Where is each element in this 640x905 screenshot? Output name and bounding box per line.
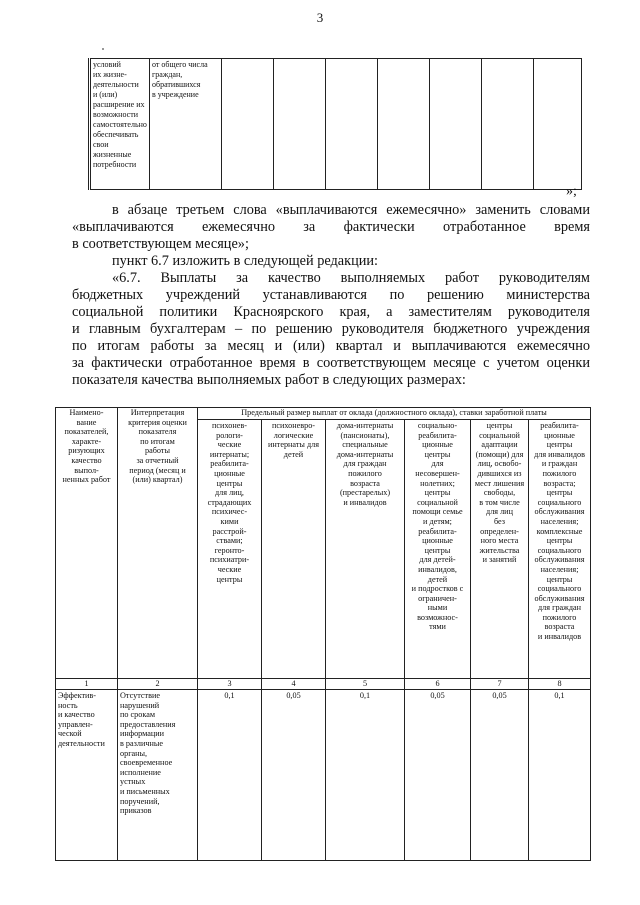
text-line: для инвалидов	[534, 449, 585, 459]
text-line: реабилита-	[210, 459, 249, 469]
column-number: 4	[262, 679, 326, 690]
row-value: 0,05	[262, 690, 326, 861]
text-line: помощи семье	[412, 507, 463, 517]
paragraph-amendment	[72, 202, 590, 253]
text-line: для граждан	[343, 459, 387, 469]
column-number: 2	[118, 679, 198, 690]
text-line: детей	[283, 449, 304, 459]
text-line: населения;	[540, 516, 579, 526]
text-line: жизненные	[93, 150, 132, 159]
text-line: показателя	[138, 427, 177, 437]
text-line: центры	[424, 488, 451, 498]
text-line: и подростков с	[411, 584, 464, 594]
text-line: ционные	[422, 536, 453, 546]
top-table-cell	[378, 59, 430, 190]
header-text	[473, 421, 526, 565]
text-line: управлен-	[58, 719, 93, 729]
text-line: вание	[76, 417, 97, 427]
text-line: от общего числа	[152, 60, 208, 69]
text-line: нарушений	[120, 700, 160, 710]
text-line: в различные	[120, 738, 163, 748]
text-line: характе-	[71, 436, 102, 446]
text-line: дома-интернаты	[336, 421, 394, 430]
top-table-col1	[90, 59, 150, 190]
row-indicator-name	[56, 690, 118, 861]
text-line: социального	[537, 584, 582, 594]
page-number: 3	[316, 10, 324, 25]
text-line: в абзаце третьем слова «выплачиваются ежемесячно» заменить словами	[112, 202, 590, 218]
text-line: социальной	[417, 497, 458, 507]
row-value: 0,1	[198, 690, 262, 861]
text-line: центры	[424, 449, 451, 459]
row-value: 0,1	[326, 690, 405, 861]
text-line: обслуживания	[534, 555, 585, 565]
text-line: ческие	[217, 440, 242, 450]
top-table-cell	[326, 59, 378, 190]
text-line: ческой	[58, 729, 82, 739]
text-line: для граждан	[538, 603, 582, 613]
text-line: бюджетных учреждений устанавливаются по решению министерства	[72, 287, 590, 303]
text-line: страдающих	[207, 497, 252, 507]
text-line: ного места	[480, 536, 519, 546]
header-text	[118, 408, 197, 485]
header-institution-type	[529, 420, 591, 679]
text-line: центры	[546, 536, 573, 546]
text-line: геронто-	[214, 545, 245, 555]
top-table-col1-text	[93, 60, 147, 170]
text-line: (престарелых)	[339, 488, 391, 498]
text-line: работы	[145, 446, 170, 456]
header-text	[264, 421, 323, 459]
column-number: 7	[471, 679, 529, 690]
text-line: центры	[216, 574, 243, 584]
text-line: для детей-	[419, 555, 456, 565]
text-line: устных	[120, 777, 146, 787]
paragraph-6-7	[72, 270, 590, 389]
text-line: по срокам	[120, 710, 156, 720]
text-line: центры	[546, 440, 573, 450]
text-line: жительства	[479, 545, 520, 555]
text-line: психонев-	[212, 421, 247, 430]
text-line: информации	[120, 729, 165, 739]
text-line: возможности	[93, 110, 138, 119]
header-criterion	[118, 408, 198, 679]
text-line: населения;	[540, 564, 579, 574]
text-line: за фактически отработанное время в соответствующем месяце с учетом оценки	[72, 355, 590, 371]
top-table-col2	[150, 59, 222, 190]
column-number: 6	[405, 679, 471, 690]
text-line: социально-	[417, 421, 458, 430]
text-line: ризующих	[68, 446, 105, 456]
header-institution-type	[471, 420, 529, 679]
text-line: возраста	[544, 622, 575, 632]
header-text	[200, 421, 259, 584]
header-indicator-name	[56, 408, 118, 679]
text-line: их жизне-	[93, 70, 127, 79]
text-line: (пансионаты),	[340, 430, 390, 440]
header-institution-type	[326, 420, 405, 679]
text-line: и письменных	[120, 786, 170, 796]
top-table-cell	[274, 59, 326, 190]
text-line: социальной политики Красноярского края, а заместителям руководителя	[72, 304, 590, 320]
text-line: потребности	[93, 160, 137, 169]
row-value: 0,05	[405, 690, 471, 861]
text-line: комплексные	[536, 526, 583, 536]
column-number: 1	[56, 679, 118, 690]
text-line: (или) квартал)	[132, 475, 183, 485]
quote-close: »;	[566, 184, 577, 199]
text-line: реабилита-	[418, 430, 457, 440]
text-line: реабилита-	[418, 526, 457, 536]
text-line: поручений,	[120, 796, 160, 806]
text-line: психиатри-	[209, 555, 250, 565]
text-line: приказов	[120, 806, 152, 816]
text-line: лиц, освобо-	[477, 459, 522, 469]
text-line: качество	[71, 455, 102, 465]
text-line: Наимено-	[69, 408, 104, 417]
header-text	[531, 421, 588, 642]
text-line: свои	[93, 140, 109, 149]
text-line: пункт 6.7 изложить в следующей редакции:	[112, 253, 379, 269]
text-line: органы,	[120, 748, 148, 758]
header-institution-type	[262, 420, 326, 679]
text-line: определен-	[480, 526, 519, 536]
text-line: и занятий	[482, 555, 517, 565]
text-line: исполнение	[120, 767, 161, 777]
scan-speck	[102, 48, 104, 50]
top-table-col2-text	[152, 60, 219, 100]
text-line: и (или)	[93, 90, 118, 99]
text-line: психичес-	[211, 507, 248, 517]
text-line: пожилого	[542, 612, 577, 622]
text-line: интернаты для	[267, 440, 320, 450]
text-line: социальной	[479, 430, 520, 440]
text-line: и инвалидов	[537, 632, 582, 642]
text-line: ограничен-	[418, 593, 457, 603]
text-line: своевременное	[120, 758, 173, 768]
row-value: 0,05	[471, 690, 529, 861]
table-row	[56, 690, 591, 861]
text-line: критерия оценки	[128, 417, 187, 427]
header-text	[56, 408, 117, 485]
text-line: возраста;	[543, 478, 576, 488]
text-line: кими	[220, 516, 239, 526]
text-line: обслуживания	[534, 593, 585, 603]
text-line: для лиц,	[215, 488, 244, 498]
text-line: деятельности	[93, 80, 139, 89]
text-line: центры	[546, 488, 573, 498]
text-line: социального	[537, 545, 582, 555]
top-table-cell	[482, 59, 534, 190]
text-line: без	[493, 516, 506, 526]
text-line: и инвалидов	[343, 497, 387, 507]
text-line: граждан,	[152, 70, 183, 79]
text-line: дившихся из	[477, 468, 522, 478]
text-line: по итогам работы за месяц и (или) квартал и выплачиваются ежемесячно	[72, 338, 590, 354]
text-line: Интерпретация	[130, 408, 185, 417]
payments-table	[55, 407, 591, 861]
text-line: рологи-	[216, 430, 243, 440]
row-criterion	[118, 690, 198, 861]
text-line: ствами;	[216, 536, 243, 546]
text-line: социального	[537, 497, 582, 507]
text-line: инвалидов,	[418, 564, 457, 574]
text-line: и граждан	[541, 459, 578, 469]
text-line: обеспечивать	[93, 130, 139, 139]
text-line: «6.7. Выплаты за качество выполняемых работ руководителям	[112, 270, 590, 286]
text-line: свободы,	[483, 488, 516, 498]
text-line: обратившихся	[152, 80, 201, 89]
text-line: для	[431, 459, 444, 469]
text-line: возраста	[350, 478, 380, 488]
text-line: ность	[58, 700, 78, 710]
text-line: в учреждение	[152, 90, 199, 99]
text-line: в том числе	[479, 497, 520, 507]
text-line: для лиц	[486, 507, 513, 517]
text-line: и детям;	[423, 516, 452, 526]
text-line: период (месяц и	[129, 465, 186, 475]
text-line: центры	[216, 478, 243, 488]
text-line: деятельности	[58, 738, 105, 748]
column-number: 8	[529, 679, 591, 690]
text-line: расстрой-	[212, 526, 247, 536]
text-line: ческие	[217, 564, 242, 574]
text-line: Эффектив-	[58, 691, 97, 700]
text-line: интернаты;	[209, 449, 250, 459]
header-max-payment: Предельный размер выплат от оклада (должностного оклада), ставки заработной платы	[198, 408, 591, 420]
text-line: в соответствующем месяце»;	[72, 236, 249, 252]
text-line: пожилого	[348, 468, 382, 478]
column-number: 3	[198, 679, 262, 690]
text-line: дома-интернаты	[336, 449, 394, 459]
header-institution-type	[405, 420, 471, 679]
top-table-cell	[222, 59, 274, 190]
text-line: по итогам	[140, 436, 175, 446]
text-line: ционные	[214, 468, 245, 478]
top-table-cell	[534, 59, 582, 190]
text-line: (помощи) для	[475, 449, 524, 459]
text-line: логические	[273, 430, 314, 440]
header-text	[407, 421, 468, 632]
text-line: расширение их	[93, 100, 145, 109]
top-table-cell	[430, 59, 482, 190]
text-line: несовершен-	[415, 468, 460, 478]
text-line: ционные	[422, 440, 453, 450]
text-line: пожилого	[542, 468, 577, 478]
text-line: за отчетный	[136, 455, 179, 465]
text-line: «выплачиваются ежемесячно за фактически отработанное время	[72, 219, 590, 235]
text-line: центры	[546, 574, 573, 584]
text-line: ционные	[544, 430, 575, 440]
text-line: нолетних;	[420, 478, 455, 488]
text-line: ненных работ	[62, 475, 111, 485]
text-line: тями	[429, 622, 446, 632]
text-line: мест лишения	[474, 478, 525, 488]
text-line: выпол-	[74, 465, 99, 475]
text-line: центры	[424, 545, 451, 555]
text-line: показателей,	[64, 427, 109, 437]
text-line: реабилита-	[540, 421, 579, 430]
text-line: обслуживания	[534, 507, 585, 517]
text-line: и качество	[58, 710, 95, 720]
text-line: возможнос-	[417, 612, 458, 622]
text-line: центры	[486, 421, 513, 430]
text-line: условий	[93, 60, 121, 69]
text-line: ными	[427, 603, 448, 613]
header-institution-type	[198, 420, 262, 679]
cell-text	[120, 691, 195, 816]
cell-text	[58, 691, 115, 749]
text-line: специальные	[342, 440, 388, 450]
text-line: адаптации	[481, 440, 518, 450]
text-line: самостоятельно	[93, 120, 147, 129]
header-text	[328, 421, 402, 507]
top-table-fragment	[88, 58, 582, 190]
text-line: предоставления	[120, 719, 176, 729]
text-line: и главным бухгалтерам – по решению руководителя бюджетного учреждения	[72, 321, 590, 337]
row-value: 0,1	[529, 690, 591, 861]
text-line: Отсутствие	[120, 691, 160, 700]
text-line: показателя качества выполняемых работ в следующих размерах:	[72, 372, 466, 388]
paragraph-instruction	[72, 253, 590, 270]
text-line: психоневро-	[271, 421, 316, 430]
column-number: 5	[326, 679, 405, 690]
text-line: детей	[427, 574, 448, 584]
